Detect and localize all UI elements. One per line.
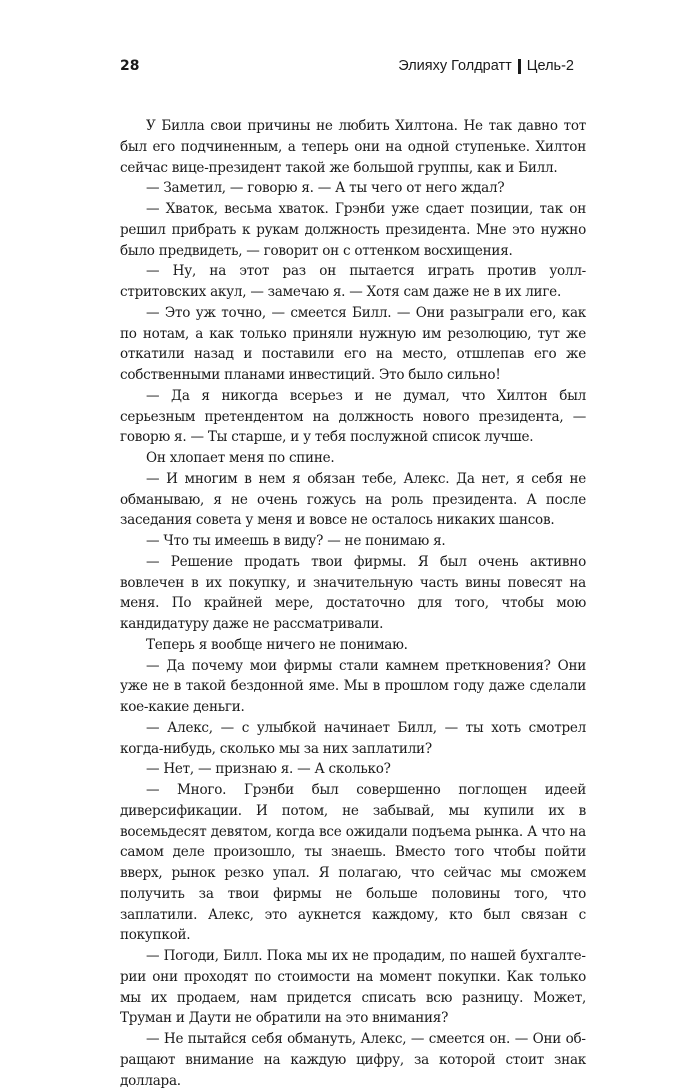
page-number: 28 <box>120 58 140 74</box>
paragraph: — Хваток, весьма хваток. Грэнби уже сдает позиции, так он решил прибрать к рукам должность президента. Мне это нужно было предвидеть, — говорит он с оттенком восхищения. <box>120 201 586 259</box>
paragraph: — Да почему мои фирмы стали камнем преткновения? Они уже не в такой бездонной яме. Мы в прошлом году даже сделали кое-какие деньги. <box>120 657 586 715</box>
paragraph: У Билла свои причины не любить Хилтона. Не так давно тот был его подчиненным, а теперь они на одной ступеньке. Хилтон сейчас вице-президент такой же большой группы, как и Билл. <box>120 118 586 176</box>
paragraph: — Много. Грэнби был совершенно поглощен идеей диверсификации. И потом, не забывай, мы купили их в восемьдесят девятом, когда все ожидали подъема рынка. А что на самом деле произошло, ты знаешь. Вместо того чтобы пойти вверх, рынок резко упал. Я полагаю, что сейчас мы сможем получить за твои фирмы не больше половины того, что заплатили. Алекс, это аукнется каждому, кто был связан с покупкой. <box>120 782 586 944</box>
paragraph: — Да я никогда всерьез и не думал, что Хилтон был серьезным претендентом на должность нового президента, — говорю я. — Ты старше, и у тебя послужной список лучше. <box>120 387 586 446</box>
book-title: Цель-2 <box>526 58 574 74</box>
running-title <box>398 58 574 74</box>
paragraph: — Это уж точно, — смеется Билл. — Они разыграли его, как по нотам, а как только приняли нужную им резолюцию, тут же откатили назад и поставили его на место, отшлепав его же собственными планами инвестиций. Это было сильно! <box>120 304 586 383</box>
paragraph: — Погоди, Билл. Пока мы их не продадим, по нашей бухгалтерии они проходят по стоимости на момент покупки. Как только мы их продаем, нам придется списать всю разницу. Может, Труман и Даути не обратили на это внимания? <box>120 948 586 1027</box>
running-header <box>120 58 574 80</box>
paragraph: — Решение продать твои фирмы. Я был очень активно вовлечен в их покупку, и значительную часть вины повесят на меня. По крайней мере, достаточно для того, чтобы мою кандидатуру даже не рассматривали. <box>120 553 586 632</box>
paragraph: — Что ты имеешь в виду? — не понимаю я. <box>146 533 446 549</box>
paragraph: — Не пытайся себя обмануть, Алекс, — смеется он. — Они обращают внимание на каждую цифру, за которой стоит знак доллара. <box>120 1031 586 1089</box>
body-text <box>120 116 586 1091</box>
paragraph: — Алекс, — с улыбкой начинает Билл, — ты хоть смотрел когда-нибудь, сколько мы за них заплатили? <box>120 719 586 757</box>
header-separator <box>518 59 521 74</box>
paragraph: — Ну, на этот раз он пытается играть против уолл-стритовских акул, — замечаю я. — Хотя сам даже не в их лиге. <box>120 263 586 300</box>
paragraph: — Заметил, — говорю я. — А ты чего от него ждал? <box>146 180 505 197</box>
paragraph: — И многим в нем я обязан тебе, Алекс. Да нет, я себя не обманываю, я не очень гожусь на роль президента. А после заседания совета у меня и вовсе не осталось никаких шансов. <box>120 470 586 529</box>
paragraph: Он хлопает меня по спине. <box>146 450 335 466</box>
paragraph: Теперь я вообще ничего не понимаю. <box>146 636 408 653</box>
author-name: Элияху Голдратт <box>398 58 512 74</box>
paragraph: — Нет, — признаю я. — А сколько? <box>146 761 391 778</box>
